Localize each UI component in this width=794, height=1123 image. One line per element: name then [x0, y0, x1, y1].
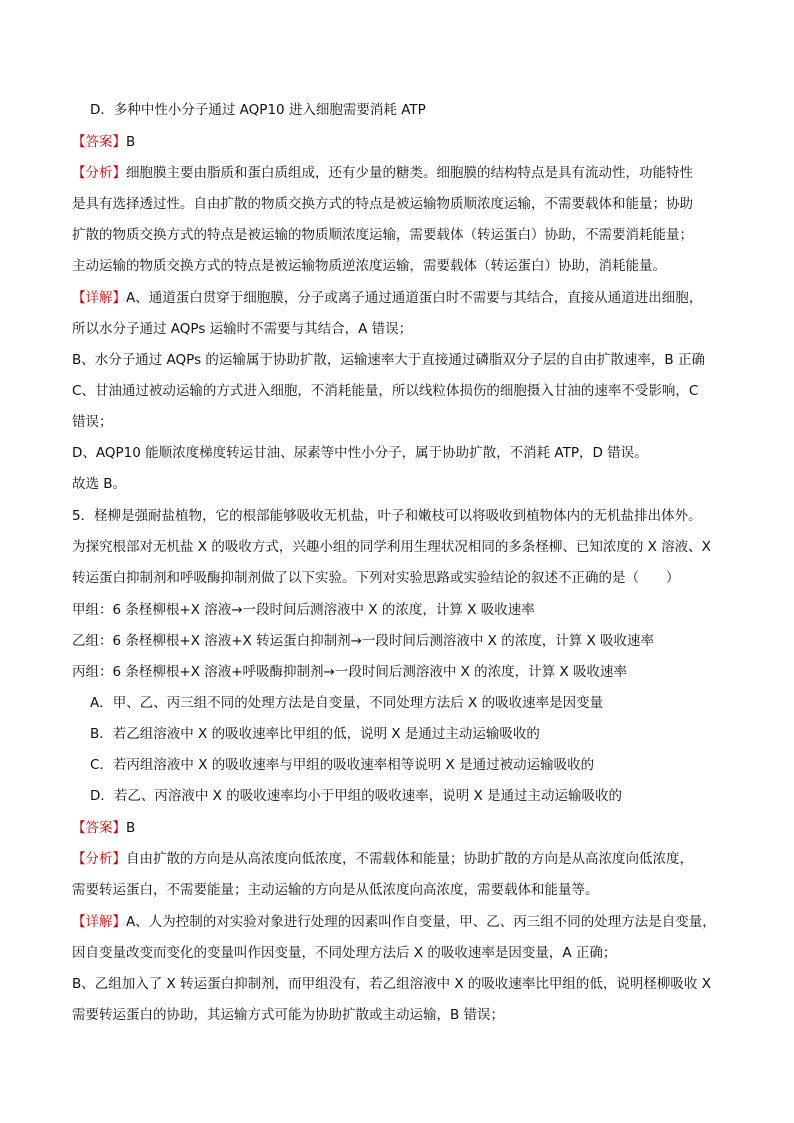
analysis-tag: 【分析】	[72, 851, 126, 867]
analysis-text: 自由扩散的方向是从高浓度向低浓度，不需载体和能量；协助扩散的方向是从高浓度向低浓度，	[126, 851, 693, 867]
q4-option-d: D．多种中性小分子通过 AQP10 进入细胞需要消耗 ATP	[90, 102, 426, 118]
q5-detail-line	[72, 912, 716, 932]
analysis-tag: 【分析】	[72, 165, 126, 181]
q5-stem-line: 转运蛋白抑制剂和呼吸酶抑制剂做了以下实验。下列对实验思路或实验结论的叙述不正确的是（ ）	[72, 570, 680, 586]
q5-detail-line: B、乙组加入了 X 转运蛋白抑制剂，而甲组没有，若乙组溶液中 X 的吸收速率比甲组的低，说明柽柳吸收 X	[72, 976, 711, 992]
answer-value: B	[126, 820, 136, 836]
q5-option-b: B．若乙组溶液中 X 的吸收速率比甲组的低，说明 X 是通过主动运输吸收的	[90, 726, 540, 742]
detail-tag: 【详解】	[72, 914, 126, 930]
detail-text: A、人为控制的对实验对象进行处理的因素叫作自变量，甲、乙、丙三组不同的处理方法是自变量，	[126, 914, 716, 930]
q5-option-a: A．甲、乙、丙三组不同的处理方法是自变量，不同处理方法后 X 的吸收速率是因变量	[90, 695, 604, 711]
q4-detail-line: 所以水分子通过 AQPs 运输时不需要与其结合，A 错误；	[72, 321, 413, 337]
q4-answer	[72, 132, 135, 152]
q4-conclusion: 故选 B。	[72, 476, 127, 492]
answer-value: B	[126, 134, 136, 150]
q4-detail-line: D、AQP10 能顺浓度梯度转运甘油、尿素等中性小分子，属于协助扩散，不消耗 ATP，D 错误。	[72, 445, 648, 461]
q5-option-c: C．若丙组溶液中 X 的吸收速率与甲组的吸收速率相等说明 X 是通过被动运输吸收的	[90, 757, 595, 773]
q4-analysis-line	[72, 163, 693, 183]
analysis-text: 细胞膜主要由脂质和蛋白质组成，还有少量的糖类。细胞膜的结构特点是具有流动性，功能特性	[126, 165, 693, 181]
q5-detail-line: 需要转运蛋白的协助，其运输方式可能为协助扩散或主动运输，B 错误；	[72, 1007, 505, 1023]
q5-analysis-line	[72, 849, 693, 869]
q4-detail-line: B、水分子通过 AQPs 的运输属于协助扩散，运输速率大于直接通过磷脂双分子层的自由扩散速率，B 正确	[72, 352, 705, 368]
q5-answer	[72, 818, 135, 838]
q4-detail-line	[72, 288, 702, 308]
detail-text: A、通道蛋白贯穿于细胞膜，分子或离子通过通道蛋白时不需要与其结合，直接从通道进出细胞，	[126, 290, 703, 306]
q5-group-jia: 甲组：6 条柽柳根+X 溶液→一段时间后测溶液中 X 的浓度，计算 X 吸收速率	[72, 602, 535, 618]
q4-detail-line: C、甘油通过被动运输的方式进入细胞，不消耗能量，所以线粒体损伤的细胞摄入甘油的速率不受影响，C	[72, 383, 699, 399]
q4-analysis-line: 扩散的物质交换方式的特点是被运输的物质顺浓度运输，需要载体（转运蛋白）协助，不需要消耗能量；	[72, 227, 693, 243]
q5-stem-line: 5．柽柳是强耐盐植物，它的根部能够吸收无机盐，叶子和嫩枝可以将吸收到植物体内的无机盐排出体外。	[72, 508, 702, 524]
detail-tag: 【详解】	[72, 290, 126, 306]
q5-analysis-line: 需要转运蛋白，不需要能量；主动运输的方向是从低浓度向高浓度，需要载体和能量等。	[72, 882, 599, 898]
q5-group-bing: 丙组：6 条柽柳根+X 溶液+呼吸酶抑制剂→一段时间后测溶液中 X 的浓度，计算 X 吸收速率	[72, 664, 628, 680]
q4-analysis-line: 主动运输的物质交换方式的特点是被运输物质逆浓度运输，需要载体（转运蛋白）协助，消耗能量。	[72, 258, 666, 274]
q5-group-yi: 乙组：6 条柽柳根+X 溶液+X 转运蛋白抑制剂→一段时间后测溶液中 X 的浓度，计算 X 吸收速率	[72, 633, 655, 649]
q4-detail-line: 错误；	[72, 414, 113, 430]
q5-detail-line: 因自变量改变而变化的变量叫作因变量，不同处理方法后 X 的吸收速率是因变量，A 正确；	[72, 945, 617, 961]
answer-tag: 【答案】	[72, 820, 126, 836]
q5-option-d: D．若乙、丙溶液中 X 的吸收速率均小于甲组的吸收速率，说明 X 是通过主动运输吸收的	[90, 788, 623, 804]
q4-analysis-line: 是具有选择透过性。自由扩散的物质交换方式的特点是被运输物质顺浓度运输，不需要载体和能量；协助	[72, 196, 693, 212]
q5-stem-line: 为探究根部对无机盐 X 的吸收方式，兴趣小组的同学利用生理状况相同的多条柽柳、已知浓度的 X 溶液、X	[72, 539, 711, 555]
answer-tag: 【答案】	[72, 134, 126, 150]
